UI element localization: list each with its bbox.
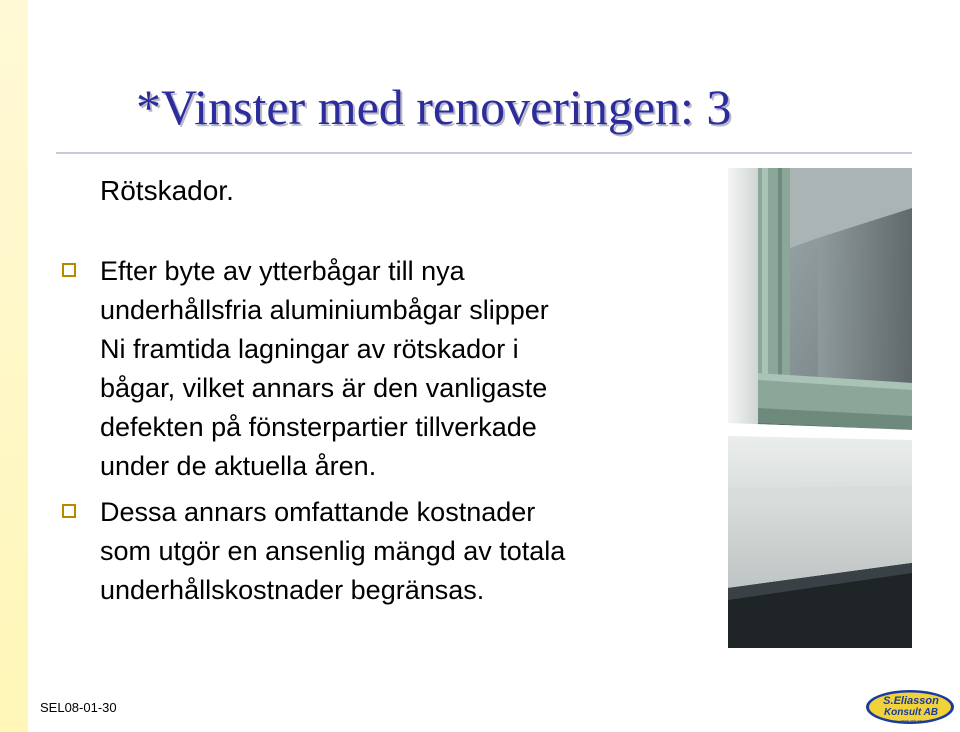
slide-title: *Vinster med renoveringen: 3: [136, 79, 732, 135]
footer-code: SEL08-01-30: [40, 700, 117, 715]
window-frame-photo: [728, 168, 912, 648]
logo-line-1: S.Eliasson: [883, 695, 939, 707]
square-bullet-icon: [62, 263, 76, 277]
section-heading: Rötskador.: [100, 175, 234, 206]
left-accent-bar: [0, 0, 28, 732]
square-bullet-icon: [62, 504, 76, 518]
bullet-item: [62, 252, 662, 486]
title-divider: [56, 152, 912, 154]
logo-line-2: Konsult AB: [883, 707, 939, 718]
bullet-item: [62, 493, 662, 610]
company-logo: [865, 688, 955, 726]
bullet-text: Efter byte av ytterbågar till nya underhållsfria aluminiumbågar slipper Ni framtida lagningar av rötskador i bågar, vilket annars är den vanligaste defekten på fönsterpartier tillverkade under de aktuella åren.: [100, 256, 549, 481]
bullet-text: Dessa annars omfattande kostnader som utgör en ansenlig mängd av totala underhållskostnader begränsas.: [100, 497, 566, 605]
logo-url: www.sek.se: [900, 718, 922, 723]
